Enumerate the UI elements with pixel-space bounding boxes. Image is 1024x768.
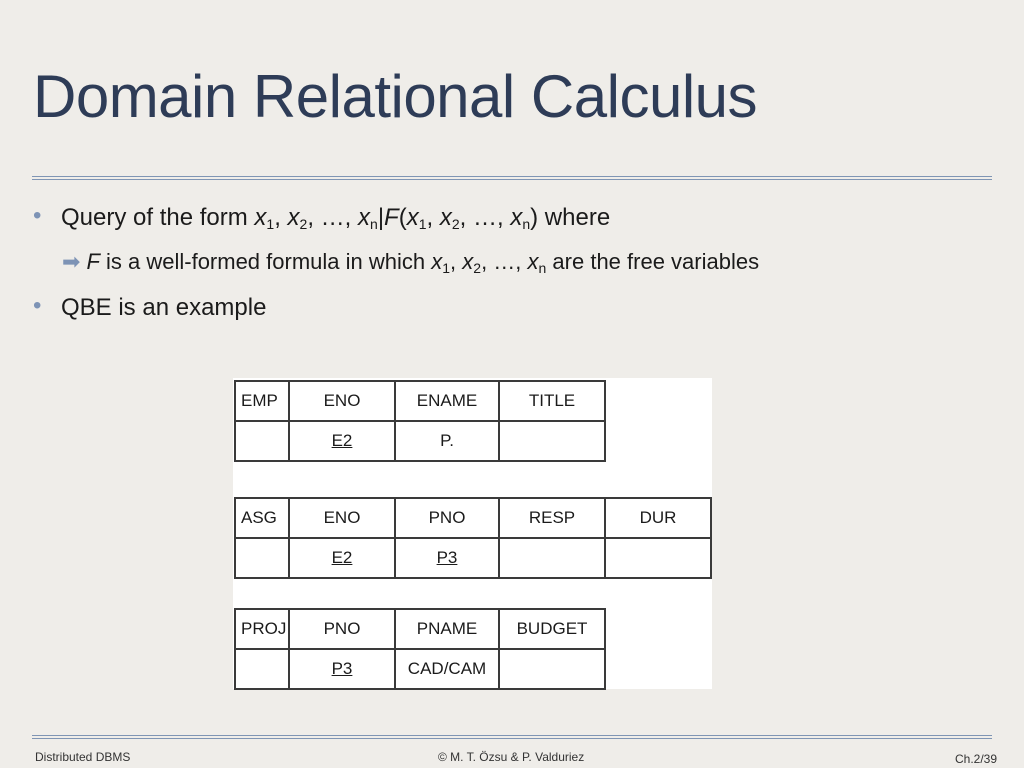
table-row	[235, 538, 711, 578]
column-header: TITLE	[499, 381, 605, 421]
column-header: BUDGET	[499, 609, 605, 649]
table-cell	[499, 421, 605, 461]
relation-name-cell: EMP	[235, 381, 289, 421]
table-cell	[235, 649, 289, 689]
column-header: ENO	[289, 381, 395, 421]
footer-divider-top	[32, 735, 992, 736]
column-header: PNO	[395, 498, 499, 538]
column-header: ENO	[289, 498, 395, 538]
table-cell	[289, 538, 395, 578]
title-divider-top	[32, 176, 992, 177]
footer-course-name: Distributed DBMS	[35, 750, 131, 764]
slide-title: Domain Relational Calculus	[33, 63, 758, 130]
relation-name-cell: ASG	[235, 498, 289, 538]
column-header: PNO	[289, 609, 395, 649]
qbe-table-emp	[234, 380, 606, 462]
table-cell: CAD/CAM	[395, 649, 499, 689]
table-cell	[605, 538, 711, 578]
example-element: P3	[331, 659, 353, 678]
qbe-example-figure	[233, 378, 712, 689]
column-header: DUR	[605, 498, 711, 538]
column-header: RESP	[499, 498, 605, 538]
example-element: E2	[331, 431, 353, 450]
table-cell	[289, 649, 395, 689]
table-cell	[499, 538, 605, 578]
qbe-table-asg	[234, 497, 712, 579]
bullet-dot: •	[33, 292, 42, 319]
column-header: PNAME	[395, 609, 499, 649]
footer-page-number: Ch.2/39	[955, 752, 998, 766]
table-header-row	[235, 609, 605, 649]
arrow-bullet-icon: ➡	[62, 249, 81, 274]
column-header: ENAME	[395, 381, 499, 421]
bullet-dot: •	[33, 202, 42, 229]
table-row	[235, 421, 605, 461]
example-element: P3	[436, 548, 458, 567]
example-element: E2	[331, 548, 353, 567]
bullet-text: Query of the form $x_1$, $x_2$, …, $x_n|F(x_1$, $x_2$, …, $x_n$) where	[61, 204, 611, 232]
footer-divider-bottom	[32, 738, 992, 739]
bullet-text: QBE is an example	[61, 294, 267, 321]
table-row	[235, 649, 605, 689]
table-header-row	[235, 498, 711, 538]
sub-bullet-free-variables: ➡ F is a well-formed formula in which $x_1$, $x_2$, …, $x_n$ are the free variables	[62, 249, 760, 276]
relation-name-cell: PROJ	[235, 609, 289, 649]
table-header-row	[235, 381, 605, 421]
table-cell	[289, 421, 395, 461]
table-cell	[235, 421, 289, 461]
title-divider-bottom	[32, 179, 992, 180]
table-cell	[235, 538, 289, 578]
table-cell	[395, 538, 499, 578]
footer-copyright: © M. T. Özsu & P. Valduriez	[438, 750, 585, 764]
table-cell: P.	[395, 421, 499, 461]
qbe-table-proj	[234, 608, 606, 690]
table-cell	[499, 649, 605, 689]
